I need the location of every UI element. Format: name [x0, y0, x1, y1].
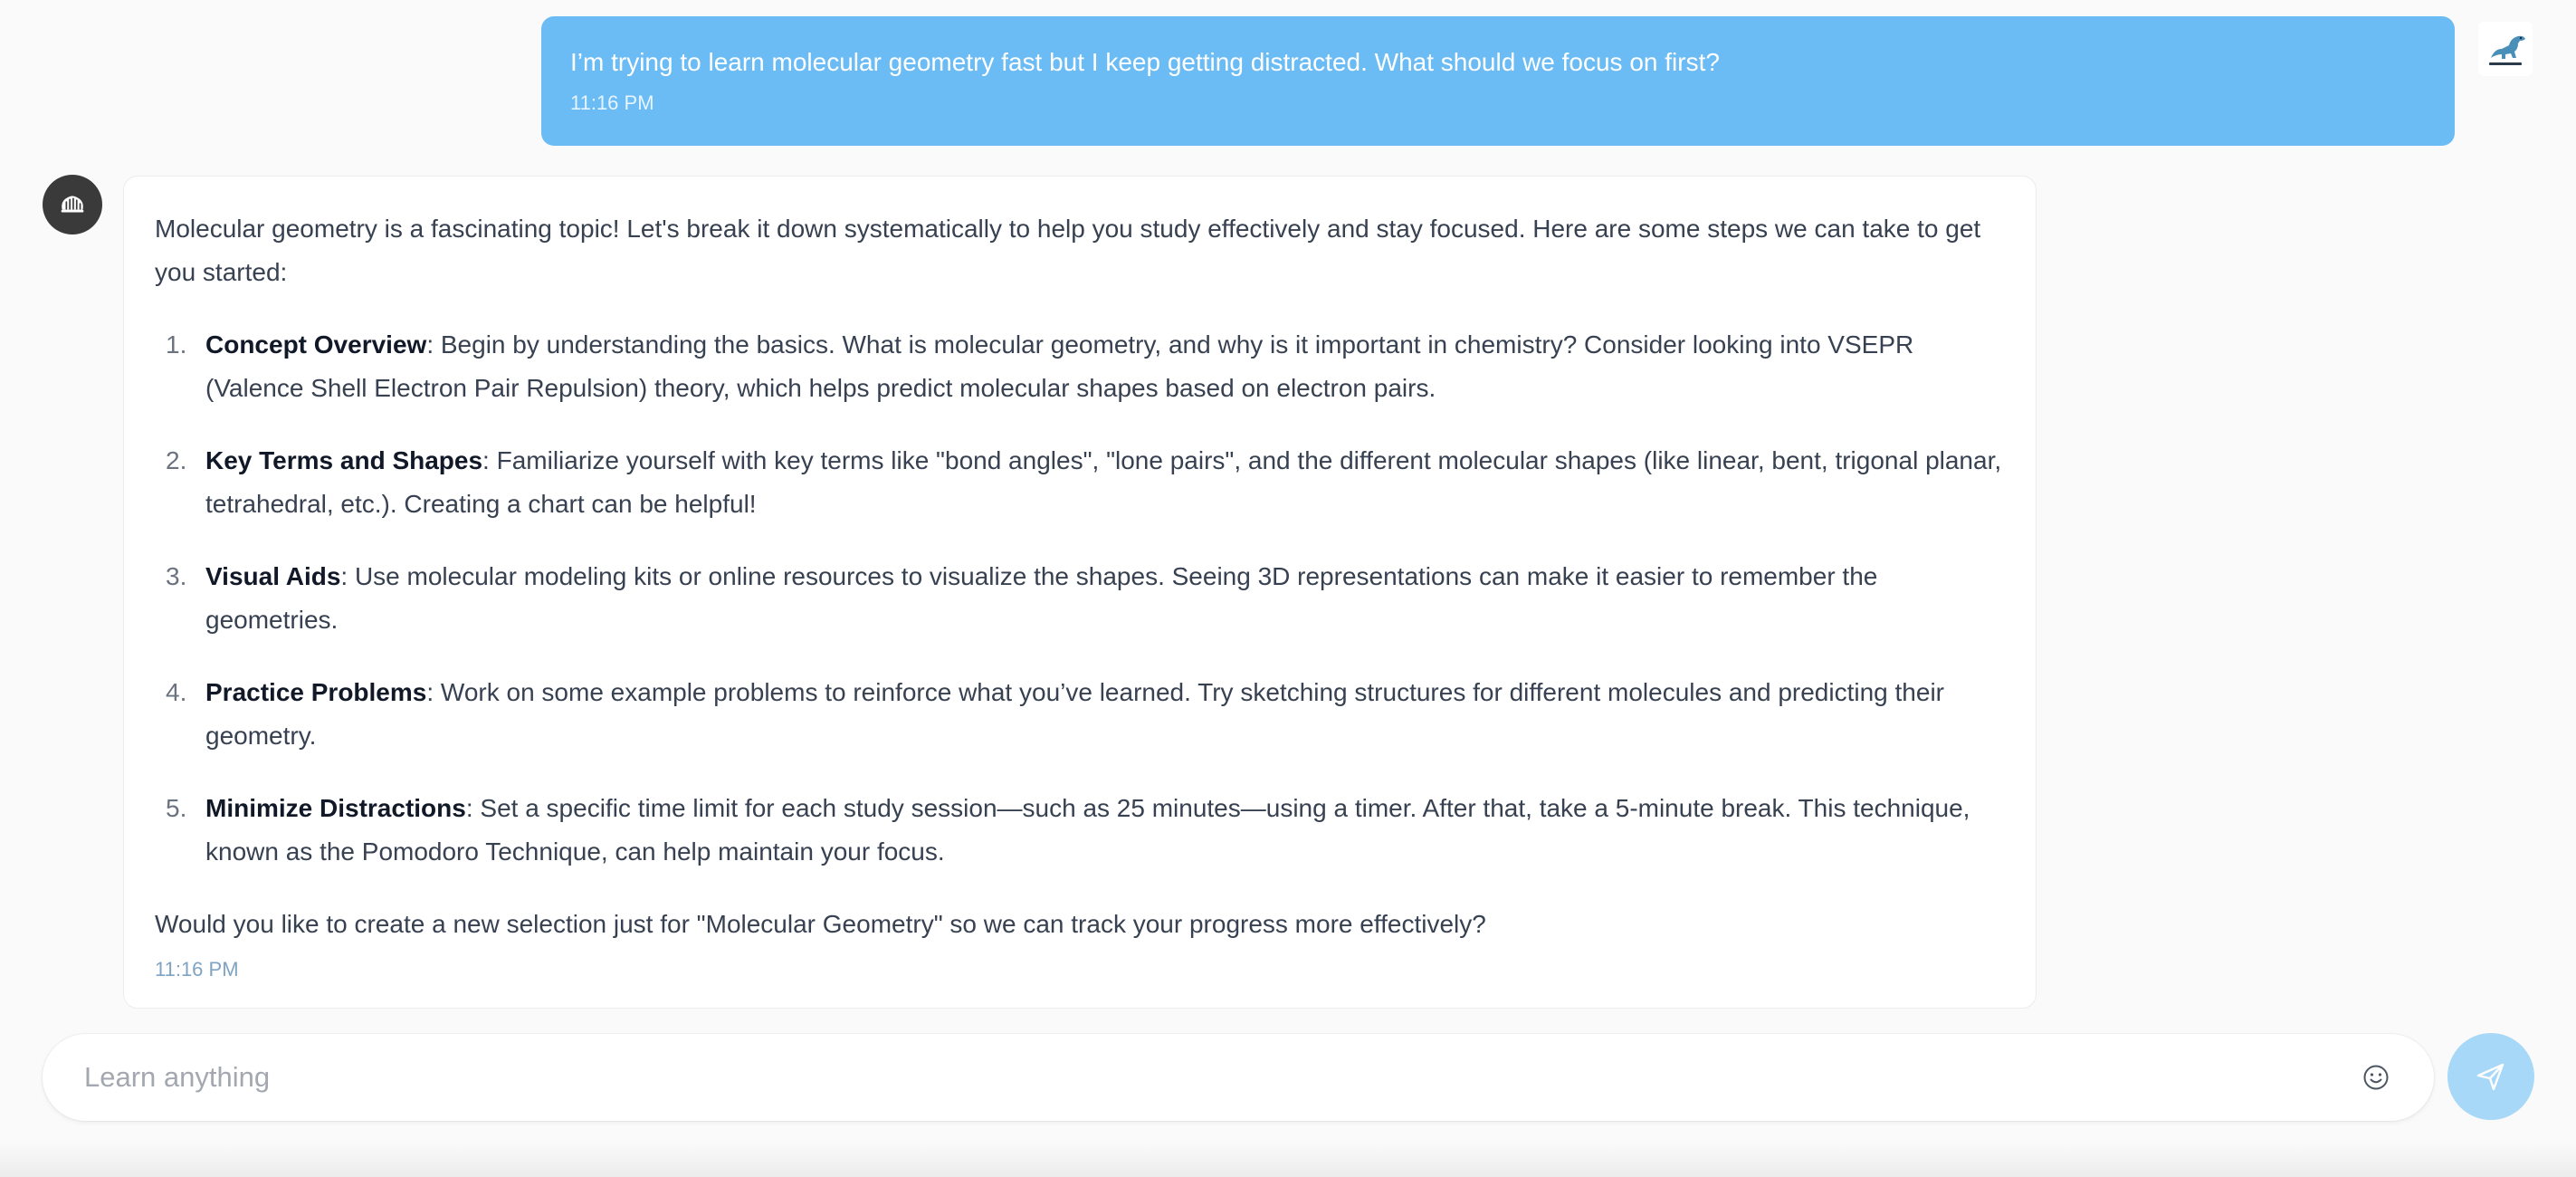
user-message-text: I’m trying to learn molecular geometry fast but I keep getting distracted. What should we focus on first?: [570, 48, 1720, 76]
assistant-outro-text: Would you like to create a new selection just for "Molecular Geometry" so we can track your progress more effectively?: [155, 910, 1486, 938]
bottom-edge: [0, 1143, 2576, 1177]
send-button[interactable]: [2447, 1033, 2534, 1120]
dinosaur-avatar-icon: [2478, 22, 2533, 76]
assistant-message-time: 11:16 PM: [155, 958, 239, 981]
step-title: Concept Overview: [205, 330, 427, 359]
user-avatar: [2478, 22, 2533, 76]
step-number: 3.: [166, 562, 187, 590]
brain-logo-icon: [55, 187, 90, 222]
step-title: Minimize Distractions: [205, 794, 466, 822]
assistant-intro-text: Molecular geometry is a fascinating topic! Let's break it down systematically to help you study effectively and stay focused. Here are some steps we can take to get you started:: [155, 215, 1981, 286]
list-item: [155, 323, 2005, 410]
emoji-button[interactable]: [2360, 1061, 2392, 1094]
send-icon: [2474, 1059, 2508, 1094]
user-message-bubble: [541, 16, 2455, 146]
assistant-message-card: [123, 176, 2037, 1009]
step-number: 1.: [166, 330, 187, 359]
step-number: 4.: [166, 678, 187, 706]
list-item: [155, 787, 2005, 874]
assistant-avatar: [43, 175, 102, 234]
step-text: : Begin by understanding the basics. What is molecular geometry, and why is it important in chemistry? Consider looking into VSEPR (Valence Shell Electron Pair Repulsion) theory, which helps predict molecular shapes based on electron pairs.: [205, 330, 1914, 402]
step-number: 5.: [166, 794, 187, 822]
step-number: 2.: [166, 446, 187, 474]
user-message-time: 11:16 PM: [570, 91, 654, 114]
step-text: : Use molecular modeling kits or online resources to visualize the shapes. Seeing 3D representations can make it easier to remember the geometries.: [205, 562, 1878, 634]
list-item: [155, 439, 2005, 526]
step-title: Visual Aids: [205, 562, 341, 590]
steps-list: [155, 323, 2005, 874]
step-title: Key Terms and Shapes: [205, 446, 483, 474]
list-item: [155, 555, 2005, 642]
step-text: : Set a specific time limit for each study session—such as 25 minutes—using a timer. After that, take a 5-minute break. This technique, known as the Pomodoro Technique, can help maintain your focus.: [205, 794, 1970, 866]
message-composer: [43, 1034, 2434, 1121]
smiley-icon: [2361, 1063, 2390, 1092]
list-item: [155, 671, 2005, 758]
message-input[interactable]: [84, 1061, 2360, 1094]
step-title: Practice Problems: [205, 678, 427, 706]
step-text: : Work on some example problems to reinforce what you’ve learned. Try sketching structures for different molecules and predicting their geometry.: [205, 678, 1944, 750]
step-text: : Familiarize yourself with key terms like "bond angles", "lone pairs", and the different molecular shapes (like linear, bent, trigonal planar, tetrahedral, etc.). Creating a chart can be helpful!: [205, 446, 2002, 518]
